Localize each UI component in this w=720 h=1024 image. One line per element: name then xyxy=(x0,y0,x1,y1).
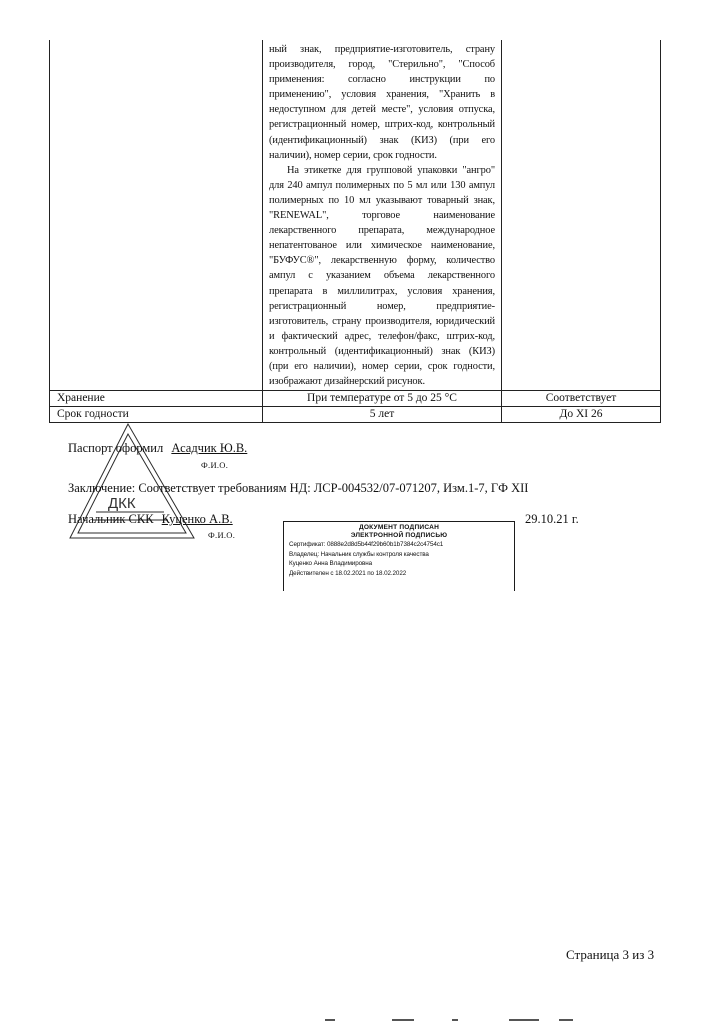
page-number: Страница 3 из 3 xyxy=(566,947,655,962)
table-row-storage xyxy=(50,391,660,407)
stamp-text: ДКК xyxy=(108,495,136,512)
fio-caption-2: Ф.И.О. xyxy=(208,530,236,540)
table-row xyxy=(50,40,660,391)
esig-certificate: Сертификат: 0888e2d8d5b44f29b60b1b7384c2c4754c1 xyxy=(289,541,444,548)
passport-name: Асадчик Ю.В. xyxy=(171,441,248,455)
esig-title-1: ДОКУМЕНТ ПОДПИСАН xyxy=(358,524,440,531)
table-cell-name xyxy=(50,40,263,390)
esig-owner: Владелец: Начальник службы контроля качества xyxy=(289,550,429,558)
head-line xyxy=(68,512,233,527)
storage-requirement: При температуре от 5 до 25 °С xyxy=(263,391,502,406)
scan-artifact xyxy=(452,1019,458,1021)
scan-artifact xyxy=(509,1019,539,1021)
esig-validity: Действителен с 18.02.2021 по 18.02.2022 xyxy=(289,569,407,577)
group-packaging-text: На этикетке для групповой упаковки "ангро" для 240 ампул полимерных по 5 мл или 130 ампул полимерных по 10 мл указывают товарный знак, "RENEWAL", торговое наименование лекарственного препарата, международное непатентованое или химическое наименование, "БУФУС®", лекарственную форму, количество ампул с указанием объема лекарственного препарата в миллилитрах, условия хранения, регистрационный номер, предприятие-изготовитель, страну производителя, юридический и фактический адрес, телефон/факс, штрих-код, контрольный (идентификационный) знак (КИЗ) (при его наличии), номер серии, срок годности, изображают дизайнерский рисунок. xyxy=(269,164,495,388)
table-cell-requirement xyxy=(263,40,502,390)
conclusion-label: Заключение: xyxy=(68,481,136,495)
conclusion-text: Соответствует требованиям НД: ЛСР-004532/07-071207, Изм.1-7, ГФ XII xyxy=(138,481,529,495)
conclusion-line xyxy=(68,481,528,496)
table-cell-result xyxy=(502,40,660,390)
labeling-continuation-text: ный знак, предприятие-изготовитель, страну производителя, город, "Стерильно", "Способ применения: согласно инструкции по применению", условия хранения, "Хранить в недоступном для детей месте", условия отпуска, регистрационный номер, штрих-код, контрольный (идентификационный) знак (КИЗ) (при его наличии), номер серии, срок годности. xyxy=(269,44,495,161)
signing-date: 29.10.21 г. xyxy=(525,512,579,526)
esig-owner-name: Куценко Анна Владимировна xyxy=(289,560,373,568)
storage-label: Хранение xyxy=(50,391,263,406)
storage-result: Соответствует xyxy=(545,392,617,405)
head-label: Начальник СКК xyxy=(68,512,154,526)
esig-title-2: ЭЛЕКТРОННОЙ ПОДПИСЬЮ xyxy=(350,532,448,539)
shelf-life-result: До XI 26 xyxy=(559,408,603,421)
shelf-life-requirement: 5 лет xyxy=(263,407,502,422)
scan-artifact xyxy=(392,1019,414,1021)
electronic-signature-box xyxy=(283,521,515,591)
shelf-life-label: Срок годности xyxy=(50,407,263,422)
specification-table xyxy=(49,40,661,423)
fio-caption: Ф.И.О. xyxy=(201,460,229,470)
scan-artifact xyxy=(325,1019,335,1021)
temperature-unit: °С xyxy=(444,392,457,405)
passport-label: Паспорт оформил xyxy=(68,441,164,455)
scan-artifact xyxy=(559,1019,573,1021)
passport-line xyxy=(68,441,247,456)
head-name: Куценко А.В. xyxy=(161,512,233,526)
